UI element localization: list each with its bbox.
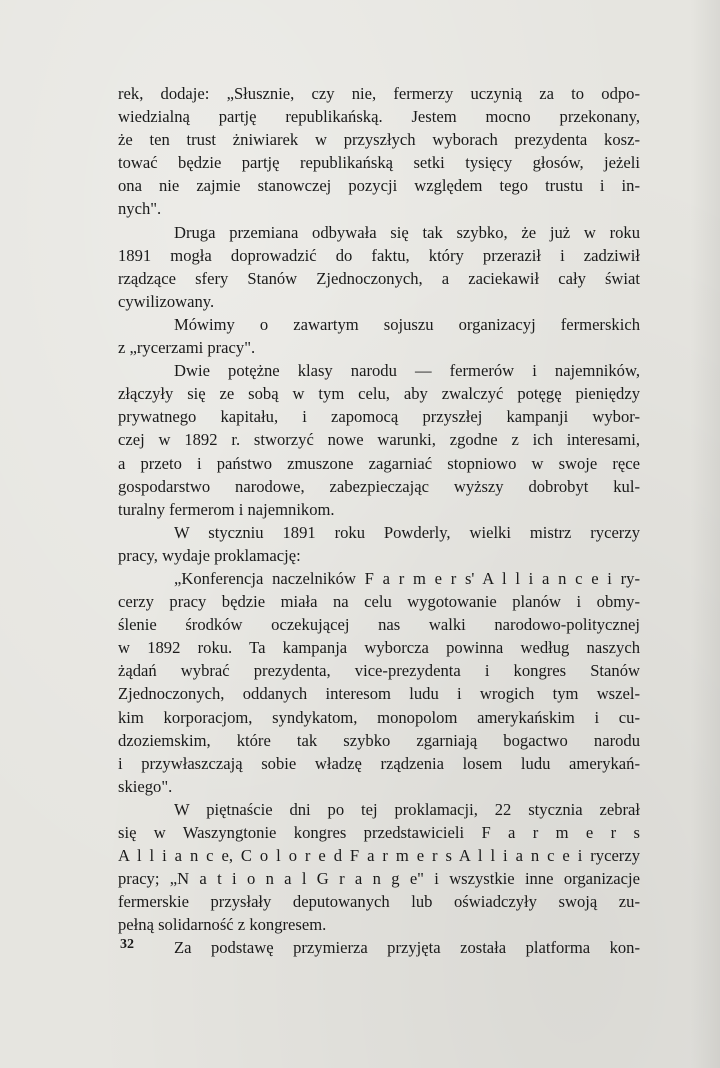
text-line: czej w 1892 r. stworzyć nowe warunki, zgodne z ich interesami, [118, 430, 640, 450]
text-line: i przywłaszczają sobie władzę rządzenia losem ludu amerykań- [118, 753, 640, 773]
text-line: z „rycerzami pracy". [118, 338, 256, 358]
text-line: dzoziemskim, które tak szybko zgarniają bogactwo narodu [118, 730, 640, 750]
text-line: złączyły się ze sobą w tym celu, aby zwalczyć potęgę pieniędzy [118, 384, 640, 404]
text-line: się w Waszyngtonie kongres przedstawicieli F a r m e r s [118, 823, 640, 842]
page-edge-shadow [690, 0, 720, 1068]
text-line: fermerskie przysłały deputowanych lub oświadczyły swoją zu- [118, 892, 640, 912]
text-line: cywilizowany. [118, 291, 215, 311]
text-line: skiego". [118, 776, 173, 796]
text-line: rek, dodaje: „Słusznie, czy nie, fermerzy uczynią za to odpo- [118, 84, 640, 103]
text-line: 1891 mogła doprowadzić do faktu, który przeraził i zadziwił [118, 245, 640, 265]
text-line: W styczniu 1891 roku Powderly, wielki mistrz rycerzy [174, 522, 640, 542]
text-line: turalny fermerom i najemnikom. [118, 499, 335, 519]
page-number: 32 [120, 937, 134, 952]
text-line: Druga przemiana odbywała się tak szybko, że już w roku [174, 222, 640, 242]
text-line: ona nie zajmie stanowczej pozycji względem tego trustu i in- [118, 176, 640, 196]
text-line: W piętnaście dni po tej proklamacji, 22 stycznia zebrał [174, 799, 640, 819]
text-line: Zjednoczonych, oddanych interesom ludu i wrogich tym wszel- [118, 684, 640, 704]
text-line: Mówimy o zawartym sojuszu organizacyj fermerskich [174, 314, 640, 334]
text-line: tować będzie partję republikańską setki tysięcy głosów, jeżeli [118, 153, 640, 173]
text-line: wiedzialną partję republikańską. Jestem mocno przekonany, [118, 107, 640, 127]
text-line: Za podstawę przymierza przyjęta została platforma kon- [174, 938, 640, 958]
text-line: żądań wybrać prezydenta, vice-prezydenta i kongres Stanów [118, 661, 640, 681]
text-line: A l l i a n c e, C o l o r e d F a r m e r s A l l i a n c e i rycerzy [118, 846, 640, 866]
text-line: Dwie potężne klasy narodu — fermerów i najemników, [174, 361, 640, 381]
text-line: „Konferencja naczelników F a r m e r s' A l l i a n c e i ry- [174, 568, 640, 588]
page-body-text [118, 82, 640, 960]
text-line: a przeto i państwo zmuszone zagarniać stopniowo w swoje ręce [118, 453, 640, 473]
text-line: gospodarstwo narodowe, zabezpieczając wyższy dobrobyt kul- [118, 476, 640, 496]
text-line: pracy; „N a t i o n a l G r a n g e" i wszystkie inne organizacje [118, 869, 640, 889]
text-line: ślenie środków oczekującej nas walki narodowo-politycznej [118, 615, 640, 635]
text-line: prywatnego kapitału, i zapomocą przyszłej kampanji wybor- [118, 407, 640, 427]
text-line: kim korporacjom, syndykatom, monopolom amerykańskim i cu- [118, 707, 640, 727]
text-line: nych". [118, 199, 162, 219]
text-line: pracy, wydaje proklamację: [118, 545, 301, 565]
text-line: cerzy pracy będzie miała na celu wygotowanie planów i obmy- [118, 592, 640, 612]
text-line: w 1892 roku. Ta kampanja wyborcza powinna według naszych [118, 638, 640, 658]
text-line: pełną solidarność z kongresem. [118, 915, 327, 935]
text-line: rządzące sfery Stanów Zjednoczonych, a zaciekawił cały świat [118, 268, 640, 288]
text-line: że ten trust żniwiarek w przyszłych wyborach prezydenta kosz- [118, 130, 640, 150]
